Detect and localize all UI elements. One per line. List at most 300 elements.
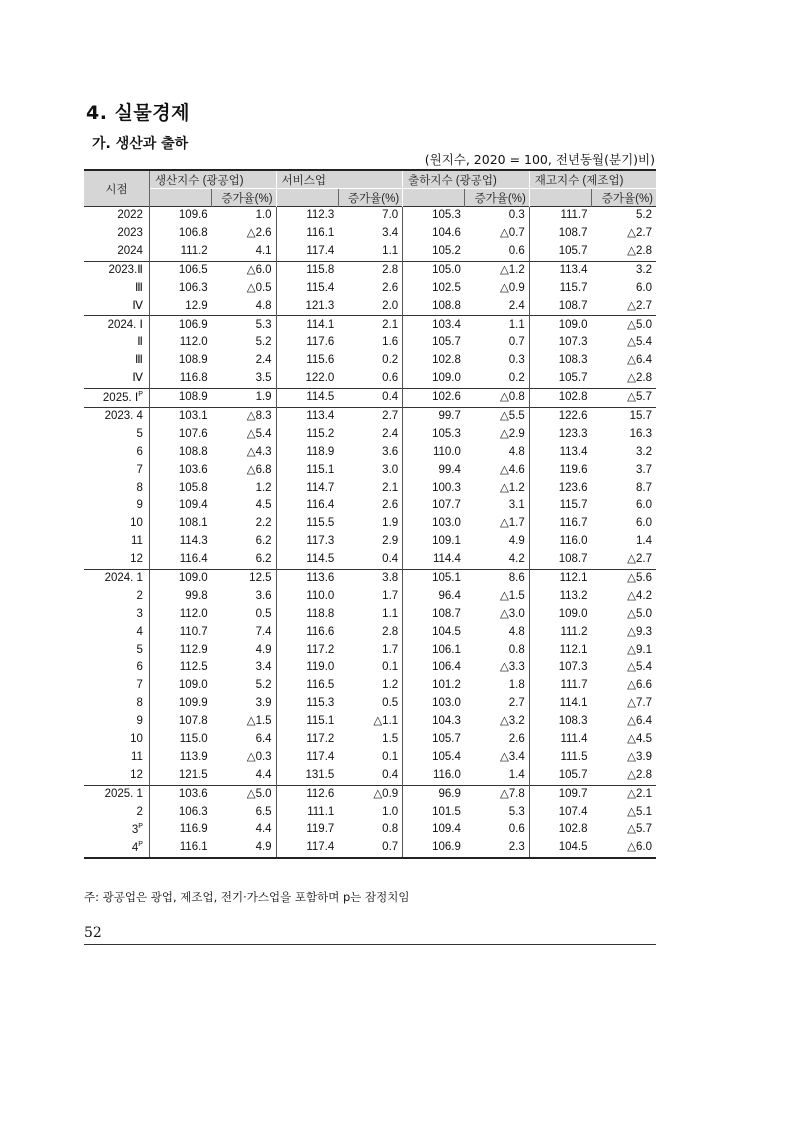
shipment-rate-cell: △3.2	[465, 713, 529, 731]
period-cell	[84, 713, 149, 731]
service-index-cell: 117.3	[306, 535, 335, 548]
production-rate-cell: △1.5	[212, 713, 276, 731]
period-label: 8	[136, 697, 143, 710]
table-row	[84, 225, 656, 243]
production-rate-cell: 6.2	[212, 551, 276, 569]
production-index-cell: 112.5	[179, 661, 208, 674]
shipment-rate-cell: 2.3	[465, 839, 529, 858]
shipment-rate-cell: 1.1	[465, 316, 529, 334]
table-row	[84, 749, 656, 767]
production-index-cell: 109.0	[149, 569, 211, 587]
period-cell	[84, 461, 149, 479]
inventory-rate-cell: △7.7	[627, 697, 652, 710]
production-rate-cell: 6.4	[212, 731, 276, 749]
table-row	[84, 623, 656, 641]
shipment-rate-cell: △5.5	[465, 407, 529, 425]
production-rate-cell: 4.9	[212, 839, 276, 858]
shipment-index-cell: 106.4	[432, 661, 461, 674]
inventory-rate-cell: △3.9	[627, 750, 652, 763]
shipment-index-cell: 102.6	[403, 388, 465, 407]
preliminary-mark: P	[138, 391, 143, 399]
period-cell	[84, 839, 149, 858]
shipment-index-cell: 105.3	[403, 207, 465, 225]
table-row	[84, 677, 656, 695]
service-rate-cell: 2.6	[338, 497, 402, 515]
shipment-index-cell: 99.4	[438, 463, 461, 476]
period-cell	[84, 623, 149, 641]
shipment-rate-cell: 2.7	[465, 695, 529, 713]
production-shipment-table	[84, 169, 656, 859]
table-row	[84, 515, 656, 533]
shipment-rate-cell: △2.9	[465, 426, 529, 444]
shipment-index-cell: 116.0	[432, 768, 461, 781]
table-row	[84, 352, 656, 370]
shipment-index-cell: 100.3	[432, 481, 461, 494]
period-label: 8	[136, 481, 143, 494]
service-index-cell: 115.2	[306, 427, 335, 440]
period-cell	[84, 785, 149, 803]
table-row	[84, 461, 656, 479]
inventory-rate-cell: △2.8	[627, 372, 652, 385]
table-row	[84, 388, 656, 407]
production-rate-cell: 3.4	[212, 659, 276, 677]
period-label: 6	[136, 445, 143, 458]
shipment-index-cell: 103.4	[403, 316, 465, 334]
section-title: 4. 실물경제	[86, 102, 190, 124]
inventory-rate-cell: △5.0	[592, 316, 656, 334]
service-rate-cell: 2.6	[338, 280, 402, 298]
period-cell	[84, 749, 149, 767]
period-cell	[84, 695, 149, 713]
inventory-rate-cell: △2.7	[627, 553, 652, 566]
period-header: 시점	[84, 170, 149, 207]
subsection-title: 가. 생산과 출하	[92, 136, 189, 152]
period-cell	[84, 426, 149, 444]
production-index-cell: 109.0	[178, 679, 208, 692]
service-rate-cell: 1.0	[338, 803, 402, 821]
shipment-rate-cell: 4.2	[465, 551, 529, 569]
production-index-cell: 109.6	[149, 207, 211, 225]
period-label: 9	[136, 499, 143, 512]
period-label: 2022	[117, 209, 143, 222]
production-index-cell: 114.3	[179, 535, 208, 548]
service-index-cell: 117.4	[306, 750, 335, 763]
inventory-rate-cell: △6.6	[627, 679, 652, 692]
table-row	[84, 243, 656, 261]
inventory-index-cell: 115.7	[559, 499, 588, 512]
preliminary-mark: P	[138, 823, 143, 831]
service-rate-cell: 1.6	[338, 334, 402, 352]
table-row	[84, 839, 656, 858]
period-cell	[84, 533, 149, 551]
production-index-cell: 112.9	[179, 643, 208, 656]
inventory-index-cell: 107.3	[558, 661, 588, 674]
inventory-index-cell: 116.0	[559, 535, 588, 548]
period-label: 4	[131, 842, 139, 855]
period-cell	[84, 497, 149, 515]
period-cell	[84, 280, 149, 298]
shipment-index-cell: 108.8	[432, 299, 461, 312]
service-rate-cell: 0.8	[338, 821, 402, 839]
period-cell	[84, 588, 149, 606]
production-index-cell: 106.3	[178, 281, 208, 294]
inventory-index-cell: 113.2	[559, 589, 588, 602]
period-label: Ⅲ	[135, 281, 143, 294]
production-rate-cell: △5.4	[212, 426, 276, 444]
production-rate-cell: 1.0	[212, 207, 276, 225]
production-index-cell: 121.5	[178, 768, 208, 781]
table-row	[84, 641, 656, 659]
inventory-rate-header: 증가율(%)	[592, 189, 656, 207]
service-value-header	[276, 189, 338, 207]
shipment-index-cell: 96.9	[403, 785, 465, 803]
production-index-cell: 115.0	[179, 733, 208, 746]
inventory-rate-cell: △9.1	[627, 643, 652, 656]
period-label: 7	[136, 463, 143, 476]
shipment-rate-cell: 4.8	[465, 444, 529, 462]
unit-note: (원지수, 2020 = 100, 전년동월(분기)비)	[424, 152, 655, 167]
inventory-rate-cell: 1.4	[636, 535, 652, 548]
period-cell	[84, 297, 149, 315]
inventory-index-cell: 111.2	[560, 625, 588, 638]
table-row	[84, 407, 656, 425]
table-row	[84, 821, 656, 839]
service-index-cell: 131.5	[305, 768, 335, 781]
production-index-cell: 110.7	[179, 625, 208, 638]
inventory-rate-cell: △6.0	[592, 839, 656, 858]
inventory-index-cell: 122.6	[529, 407, 591, 425]
service-index-cell: 115.8	[276, 261, 338, 279]
page-number: 52	[84, 925, 102, 941]
service-index-cell: 115.5	[306, 517, 335, 530]
inventory-index-cell: 115.7	[559, 281, 588, 294]
service-index-cell: 112.3	[276, 207, 338, 225]
service-index-cell: 115.6	[306, 354, 335, 367]
shipment-index-cell: 102.8	[432, 354, 461, 367]
service-index-cell: 118.9	[306, 445, 335, 458]
inventory-rate-cell: △5.4	[627, 336, 652, 349]
shipment-index-cell: 109.0	[432, 372, 461, 385]
production-index-cell: 116.4	[179, 553, 208, 566]
inventory-index-cell: 114.1	[559, 697, 588, 710]
service-index-cell: 115.4	[306, 281, 335, 294]
inventory-rate-cell: 16.3	[629, 427, 652, 440]
period-cell	[84, 316, 149, 334]
service-rate-cell: 2.0	[338, 297, 402, 315]
shipment-index-cell: 105.4	[432, 750, 461, 763]
production-index-cell: 107.8	[178, 715, 208, 728]
inventory-rate-cell: 3.2	[636, 445, 652, 458]
production-rate-cell: 5.3	[212, 316, 276, 334]
period-cell	[84, 677, 149, 695]
production-rate-cell: 3.6	[212, 588, 276, 606]
inventory-rate-cell: 6.0	[636, 499, 652, 512]
period-cell	[84, 515, 149, 533]
inventory-index-cell: 111.7	[529, 207, 591, 225]
shipment-index-cell: 110.0	[432, 445, 461, 458]
production-index-cell: 108.8	[178, 445, 208, 458]
production-index-cell: 108.9	[149, 388, 211, 407]
service-index-cell: 119.7	[306, 823, 335, 836]
production-rate-cell: 4.1	[212, 243, 276, 261]
service-index-cell: 117.4	[306, 244, 335, 257]
inventory-rate-cell: 3.2	[592, 261, 656, 279]
shipment-index-cell: 96.4	[438, 589, 461, 602]
shipment-rate-cell: △4.6	[465, 461, 529, 479]
service-rate-cell: 0.1	[338, 749, 402, 767]
inventory-index-cell: 105.7	[558, 372, 588, 385]
service-index-cell: 115.3	[306, 697, 335, 710]
shipment-rate-cell: 4.8	[465, 623, 529, 641]
service-rate-cell: 0.7	[338, 839, 402, 858]
shipment-index-cell: 105.0	[403, 261, 465, 279]
service-index-cell: 113.6	[276, 569, 338, 587]
production-index-cell: 106.5	[149, 261, 211, 279]
inventory-index-cell: 104.5	[529, 839, 591, 858]
production-rate-cell: 1.2	[212, 479, 276, 497]
shipment-rate-cell: △1.7	[465, 515, 529, 533]
production-index-cell: 106.8	[178, 227, 208, 240]
inventory-index-cell: 108.3	[558, 354, 588, 367]
period-label: 2025. 1	[104, 787, 143, 800]
inventory-index-cell: 107.4	[558, 805, 588, 818]
production-index-cell: 106.9	[149, 316, 211, 334]
production-index-value-header	[149, 189, 211, 207]
service-rate-header: 증가율(%)	[338, 189, 402, 207]
service-rate-cell: 1.1	[338, 243, 402, 261]
inventory-index-cell: 123.6	[558, 481, 588, 494]
inventory-index-cell: 109.0	[529, 316, 591, 334]
service-index-cell: 116.6	[306, 625, 335, 638]
service-index-cell: 114.7	[306, 481, 335, 494]
table-row	[84, 297, 656, 315]
shipment-rate-cell: 1.4	[465, 767, 529, 785]
shipment-rate-cell: 2.6	[465, 731, 529, 749]
shipment-index-cell: 109.1	[432, 535, 461, 548]
shipment-rate-cell: △3.3	[465, 659, 529, 677]
production-index-cell: 116.9	[179, 823, 208, 836]
inventory-rate-cell: 6.0	[636, 281, 652, 294]
production-index-cell: 111.2	[180, 244, 208, 257]
production-rate-cell: 7.4	[212, 623, 276, 641]
production-index-cell: 109.9	[178, 697, 208, 710]
table-row	[84, 370, 656, 388]
shipment-index-cell: 104.5	[432, 625, 461, 638]
service-rate-cell: 2.4	[338, 426, 402, 444]
shipment-rate-cell: △0.7	[465, 225, 529, 243]
production-rate-cell: 5.2	[212, 334, 276, 352]
table-row	[84, 533, 656, 551]
period-cell	[84, 352, 149, 370]
production-index-header: 생산지수 (광공업)	[149, 170, 276, 189]
period-cell	[84, 388, 149, 407]
period-label: 6	[136, 661, 143, 674]
inventory-index-header: 재고지수 (제조업)	[529, 170, 656, 189]
shipment-rate-header: 증가율(%)	[465, 189, 529, 207]
service-rate-cell: △1.1	[338, 713, 402, 731]
period-cell	[84, 551, 149, 569]
period-cell	[84, 334, 149, 352]
shipment-index-cell: 106.1	[432, 643, 461, 656]
service-index-cell: 110.0	[306, 589, 335, 602]
period-label: 12	[130, 768, 143, 781]
production-rate-cell: △4.3	[212, 444, 276, 462]
shipment-index-header: 출하지수 (광공업)	[403, 170, 530, 189]
service-rate-cell: 0.4	[338, 388, 402, 407]
service-index-cell: 116.5	[306, 679, 335, 692]
preliminary-mark: P	[138, 841, 143, 849]
inventory-rate-cell: 5.2	[592, 207, 656, 225]
period-cell	[84, 370, 149, 388]
table-row	[84, 785, 656, 803]
table-row	[84, 444, 656, 462]
period-label: 11	[131, 535, 143, 548]
inventory-rate-cell: △2.7	[627, 227, 652, 240]
service-rate-cell: 2.8	[338, 261, 402, 279]
period-cell	[84, 444, 149, 462]
period-label: Ⅳ	[132, 372, 143, 385]
shipment-index-cell: 109.4	[432, 823, 461, 836]
period-label: 9	[136, 715, 143, 728]
period-cell	[84, 225, 149, 243]
shipment-index-cell: 103.0	[432, 697, 461, 710]
inventory-rate-cell: △5.1	[627, 805, 652, 818]
production-index-cell: 103.1	[149, 407, 211, 425]
production-rate-cell: △2.6	[212, 225, 276, 243]
period-label: 7	[136, 679, 143, 692]
service-rate-cell: 1.7	[338, 588, 402, 606]
shipment-index-cell: 105.2	[432, 244, 461, 257]
period-cell	[84, 261, 149, 279]
service-rate-cell: 2.8	[338, 623, 402, 641]
service-rate-cell: 2.1	[338, 316, 402, 334]
period-label: Ⅱ	[137, 336, 143, 349]
table-row	[84, 588, 656, 606]
shipment-rate-cell: 0.6	[465, 821, 529, 839]
production-index-cell: 116.8	[179, 372, 208, 385]
production-rate-cell: △6.0	[212, 261, 276, 279]
production-rate-cell: 4.4	[212, 767, 276, 785]
service-rate-cell: 2.7	[338, 407, 402, 425]
inventory-index-cell: 108.3	[558, 715, 588, 728]
shipment-rate-cell: 0.3	[465, 207, 529, 225]
period-label: 2023.Ⅱ	[108, 263, 143, 276]
inventory-rate-cell: △5.0	[627, 607, 652, 620]
production-index-cell: 112.0	[179, 607, 208, 620]
inventory-rate-cell: 8.7	[636, 481, 652, 494]
table-row	[84, 803, 656, 821]
period-cell	[84, 606, 149, 624]
period-label: 2023. 4	[104, 409, 143, 422]
inventory-index-cell: 105.7	[558, 244, 588, 257]
service-rate-cell: 1.9	[338, 515, 402, 533]
shipment-index-cell: 99.7	[403, 407, 465, 425]
footer-rule	[84, 944, 656, 945]
service-rate-cell: 3.4	[338, 225, 402, 243]
service-rate-cell: 3.8	[338, 569, 402, 587]
production-rate-cell: 4.9	[212, 641, 276, 659]
table-row	[84, 334, 656, 352]
shipment-rate-cell: 0.6	[465, 243, 529, 261]
service-rate-cell: 0.5	[338, 695, 402, 713]
table-row	[84, 261, 656, 279]
production-rate-cell: 4.8	[212, 297, 276, 315]
production-index-cell: 108.9	[178, 354, 208, 367]
production-rate-cell: 1.9	[212, 388, 276, 407]
service-index-cell: 119.0	[306, 661, 335, 674]
production-rate-cell: 2.4	[212, 352, 276, 370]
table-row	[84, 606, 656, 624]
shipment-index-cell: 103.0	[432, 517, 461, 530]
production-rate-cell: 2.2	[212, 515, 276, 533]
inventory-index-cell: 113.4	[529, 261, 591, 279]
shipment-rate-cell: 0.3	[465, 352, 529, 370]
production-rate-cell: 6.5	[212, 803, 276, 821]
inventory-index-cell: 113.4	[559, 445, 588, 458]
shipment-rate-cell: 3.1	[465, 497, 529, 515]
table-row	[84, 695, 656, 713]
service-index-cell: 118.8	[306, 607, 335, 620]
table-row	[84, 731, 656, 749]
inventory-rate-cell: △5.4	[627, 661, 652, 674]
period-cell	[84, 407, 149, 425]
period-cell	[84, 821, 149, 839]
service-index-cell: 116.1	[306, 227, 335, 240]
service-rate-cell: 7.0	[338, 207, 402, 225]
table-row	[84, 207, 656, 225]
shipment-value-header	[403, 189, 465, 207]
production-index-cell: 105.8	[178, 481, 208, 494]
shipment-rate-cell: 0.2	[465, 370, 529, 388]
service-index-cell: 116.4	[306, 499, 335, 512]
shipment-rate-cell: △7.8	[465, 785, 529, 803]
production-rate-cell: △0.3	[212, 749, 276, 767]
service-rate-cell: 1.1	[338, 606, 402, 624]
production-index-cell: 12.9	[185, 299, 208, 312]
service-index-cell: 111.1	[307, 805, 335, 818]
period-label: 4	[136, 625, 143, 638]
inventory-index-cell: 108.7	[558, 299, 588, 312]
inventory-index-cell: 112.1	[529, 569, 591, 587]
production-rate-cell: 3.5	[212, 370, 276, 388]
production-index-cell: 103.6	[149, 785, 211, 803]
inventory-index-cell: 109.0	[558, 607, 588, 620]
production-index-cell: 103.6	[178, 463, 208, 476]
service-index-cell: 117.4	[276, 839, 338, 858]
period-label: 2024. Ⅰ	[107, 318, 143, 331]
period-label: 5	[136, 643, 143, 656]
production-rate-cell: △6.8	[212, 461, 276, 479]
production-rate-cell: △5.0	[212, 785, 276, 803]
production-rate-header: 증가율(%)	[212, 189, 276, 207]
inventory-rate-cell: △6.4	[627, 354, 652, 367]
inventory-index-cell: 102.8	[558, 823, 588, 836]
service-rate-cell: △0.9	[338, 785, 402, 803]
shipment-index-cell: 105.7	[432, 733, 461, 746]
service-rate-cell: 0.4	[338, 767, 402, 785]
table-row	[84, 767, 656, 785]
service-rate-cell: 0.4	[338, 551, 402, 569]
shipment-rate-cell: 4.9	[465, 533, 529, 551]
inventory-index-cell: 111.5	[560, 750, 588, 763]
table-row	[84, 659, 656, 677]
table-row	[84, 280, 656, 298]
inventory-rate-cell: △2.1	[592, 785, 656, 803]
inventory-rate-cell: 3.7	[636, 463, 652, 476]
inventory-index-cell: 108.7	[558, 227, 588, 240]
period-label: 12	[130, 553, 143, 566]
inventory-index-cell: 108.7	[558, 553, 588, 566]
